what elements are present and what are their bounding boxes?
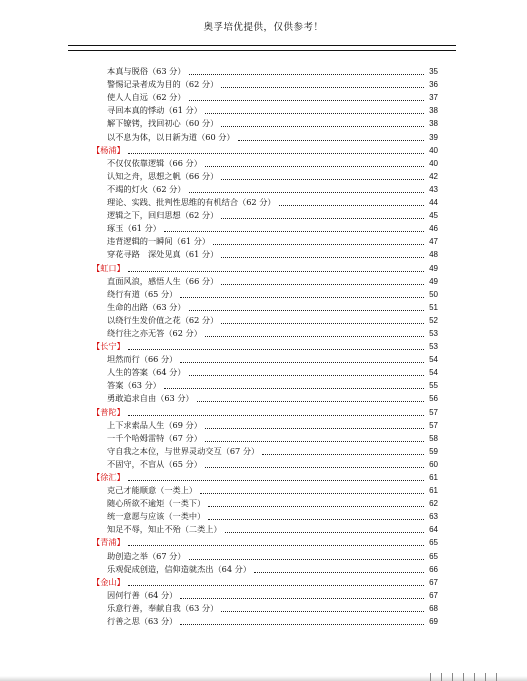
toc-entry-title: 警惕记录者成为目的（62 分）: [107, 79, 219, 90]
toc-entry-title: 逻辑之下，回归思想（62 分）: [107, 210, 219, 221]
toc-page-number: 57: [429, 420, 438, 430]
toc-entry[interactable]: [0, 103, 527, 116]
toc-page-number: 69: [429, 617, 438, 627]
toc-page-number: 51: [429, 302, 438, 312]
toc-entry-title: 以绕行生发价值之花（62 分）: [107, 314, 219, 325]
toc-entry[interactable]: [0, 208, 527, 221]
toc-entry-title: 寻回本真的悸动（61 分）: [107, 105, 202, 116]
toc-entry-title: 勇敢追求自由（63 分）: [107, 393, 194, 404]
toc-leader-dots: [205, 113, 424, 114]
toc-leader-dots: [225, 532, 424, 533]
toc-leader-dots: [180, 297, 424, 298]
toc-page-number: 55: [429, 381, 438, 391]
toc-entry-title: 因何行善（64 分）: [107, 589, 178, 600]
toc-page-number: 38: [429, 106, 438, 116]
toc-entry-title: 一千个哈姆雷特（67 分）: [107, 432, 202, 443]
toc-entry-title: 不仅仅依靠逻辑（66 分）: [107, 157, 202, 168]
toc-entry-title: 知足不辱，知止不殆（二类上）: [107, 524, 222, 535]
toc-page-number: 62: [429, 499, 438, 509]
toc-leader-dots: [208, 506, 424, 507]
toc-entry[interactable]: [0, 391, 527, 404]
toc-entry-title: 生命的出路（63 分）: [107, 301, 186, 312]
toc-entry-title: 穿花寻路 深处见真（61 分）: [107, 249, 219, 260]
toc-leader-dots: [128, 545, 424, 546]
toc-entry-title: 不固守，不盲从（65 分）: [107, 458, 202, 469]
toc-page-number: 61: [429, 486, 438, 496]
toc-page-number: 43: [429, 184, 438, 194]
toc-entry-title: 人生的答案（64 分）: [107, 367, 186, 378]
toc-leader-dots: [221, 323, 424, 324]
toc-page-number: 36: [429, 80, 438, 90]
toc-entry-title: 认知之舟，思想之帆（66 分）: [107, 170, 219, 181]
table-of-contents: [0, 64, 527, 627]
toc-leader-dots: [221, 611, 424, 612]
toc-section-title: 【普陀】: [92, 406, 125, 417]
toc-entry-title: 守自我之本位，与世界灵动交互（67 分）: [107, 445, 260, 456]
toc-entry[interactable]: [0, 326, 527, 339]
toc-leader-dots: [205, 428, 424, 429]
toc-entry-title: 理论、实践、批判性思维的有机结合（62 分）: [107, 197, 276, 208]
toc-leader-dots: [279, 205, 424, 206]
toc-section[interactable]: [0, 575, 527, 588]
toc-page-number: 52: [429, 315, 438, 325]
toc-page-number: 50: [429, 289, 438, 299]
toc-leader-dots: [180, 362, 424, 363]
toc-page-number: 64: [429, 525, 438, 535]
toc-entry-title: 乐意行善，奉献自我（63 分）: [107, 602, 219, 613]
toc-page-number: 49: [429, 263, 438, 273]
toc-leader-dots: [189, 74, 424, 75]
toc-entry[interactable]: [0, 234, 527, 247]
toc-leader-dots: [221, 284, 424, 285]
toc-page-number: 40: [429, 158, 438, 168]
toc-leader-dots: [262, 454, 424, 455]
toc-entry[interactable]: [0, 509, 527, 522]
toc-leader-dots: [238, 140, 424, 141]
toc-section-title: 【杨浦】: [92, 144, 125, 155]
toc-page-number: 39: [429, 132, 438, 142]
toc-section[interactable]: [0, 260, 527, 273]
toc-entry[interactable]: [0, 64, 527, 77]
toc-leader-dots: [254, 572, 424, 573]
toc-page-number: 35: [429, 67, 438, 77]
toc-leader-dots: [164, 231, 424, 232]
header-rule-thin: [68, 50, 456, 51]
toc-leader-dots: [189, 375, 424, 376]
toc-entry[interactable]: [0, 247, 527, 260]
toc-entry[interactable]: [0, 365, 527, 378]
toc-entry[interactable]: [0, 548, 527, 561]
toc-leader-dots: [205, 441, 424, 442]
toc-entry[interactable]: [0, 300, 527, 313]
toc-leader-dots: [205, 467, 424, 468]
toc-page-number: 59: [429, 446, 438, 456]
toc-section-title: 【金山】: [92, 576, 125, 587]
toc-page-number: 53: [429, 328, 438, 338]
toc-leader-dots: [208, 519, 424, 520]
toc-entry-title: 绕行有道（65 分）: [107, 288, 178, 299]
toc-leader-dots: [221, 87, 424, 88]
toc-page-number: 44: [429, 198, 438, 208]
toc-page-number: 54: [429, 355, 438, 365]
toc-entry[interactable]: [0, 129, 527, 142]
toc-page-number: 66: [429, 564, 438, 574]
toc-entry[interactable]: [0, 156, 527, 169]
toc-leader-dots: [180, 624, 424, 625]
toc-leader-dots: [128, 153, 424, 154]
toc-entry[interactable]: [0, 431, 527, 444]
toc-section[interactable]: [0, 470, 527, 483]
toc-entry[interactable]: [0, 614, 527, 627]
toc-leader-dots: [213, 244, 424, 245]
toc-entry[interactable]: [0, 522, 527, 535]
toc-entry[interactable]: [0, 274, 527, 287]
toc-page-number: 60: [429, 459, 438, 469]
toc-entry-title: 助创造之举（67 分）: [107, 550, 186, 561]
toc-leader-dots: [128, 271, 424, 272]
toc-entry[interactable]: [0, 195, 527, 208]
toc-leader-dots: [221, 218, 424, 219]
toc-leader-dots: [221, 257, 424, 258]
toc-entry[interactable]: [0, 169, 527, 182]
toc-leader-dots: [205, 166, 424, 167]
toc-entry-title: 乐观促成创造，信仰造就杰出（64 分）: [107, 563, 252, 574]
toc-page-number: 37: [429, 93, 438, 103]
toc-leader-dots: [128, 415, 424, 416]
toc-page-number: 53: [429, 342, 438, 352]
toc-page-number: 61: [429, 473, 438, 482]
toc-section[interactable]: [0, 535, 527, 548]
toc-page-number: 42: [429, 171, 438, 181]
toc-entry[interactable]: [0, 418, 527, 431]
toc-leader-dots: [164, 388, 424, 389]
toc-page-number: 54: [429, 368, 438, 378]
toc-entry[interactable]: [0, 562, 527, 575]
toc-entry-title: 随心所欲不逾矩（一类下）: [107, 498, 206, 509]
toc-page-number: 67: [429, 577, 438, 587]
toc-entry-title: 直面风浪，感悟人生（66 分）: [107, 275, 219, 286]
toc-leader-dots: [128, 349, 424, 350]
toc-leader-dots: [189, 192, 424, 193]
toc-entry[interactable]: [0, 287, 527, 300]
toc-entry[interactable]: [0, 444, 527, 457]
toc-entry[interactable]: [0, 483, 527, 496]
toc-section-title: 【青浦】: [92, 537, 125, 548]
toc-section-title: 【徐汇】: [92, 472, 125, 482]
toc-page-number: 67: [429, 590, 438, 600]
toc-page-number: 45: [429, 211, 438, 221]
toc-entry[interactable]: [0, 116, 527, 129]
toc-page-number: 68: [429, 603, 438, 613]
toc-leader-dots: [205, 336, 424, 337]
toc-leader-dots: [128, 480, 424, 481]
toc-page-number: 65: [429, 551, 438, 561]
toc-leader-dots: [189, 559, 424, 560]
toc-leader-dots: [221, 179, 424, 180]
toc-section-title: 【虹口】: [92, 262, 125, 273]
toc-entry-title: 琢玉（61 分）: [107, 223, 161, 234]
toc-entry-title: 上下求索品人生（69 分）: [107, 419, 202, 430]
toc-entry-title: 以不息为体，以日新为道（60 分）: [107, 131, 235, 142]
toc-page-number: 47: [429, 237, 438, 247]
toc-entry-title: 克己才能顺意（一类上）: [107, 485, 198, 496]
toc-page-number: 58: [429, 433, 438, 443]
toc-entry-title: 不竭的灯火（62 分）: [107, 183, 186, 194]
toc-leader-dots: [128, 585, 424, 586]
toc-leader-dots: [200, 493, 424, 494]
toc-page-number: 65: [429, 538, 438, 548]
header-rule-thick: [68, 45, 456, 46]
toc-page-number: 49: [429, 276, 438, 286]
toc-page-number: 63: [429, 512, 438, 522]
toc-section[interactable]: [0, 143, 527, 156]
toc-page-number: 56: [429, 394, 438, 404]
toc-entry-title: 行善之思（63 分）: [107, 616, 178, 627]
toc-entry[interactable]: [0, 221, 527, 234]
toc-entry[interactable]: [0, 378, 527, 391]
toc-entry-title: 本真与脱俗（63 分）: [107, 66, 186, 77]
toc-entry-title: 绕行往之亦无答（62 分）: [107, 327, 202, 338]
page-header: 奥孚培优提供，仅供参考！: [203, 22, 324, 33]
toc-entry-title: 坦然而行（66 分）: [107, 354, 178, 365]
toc-section-title: 【长宁】: [92, 341, 125, 352]
toc-entry[interactable]: [0, 90, 527, 103]
toc-entry-title: 答案（63 分）: [107, 380, 161, 391]
toc-page-number: 57: [429, 407, 438, 417]
toc-page-number: 48: [429, 250, 438, 260]
toc-entry-title: 使人人自远（62 分）: [107, 92, 186, 103]
toc-entry[interactable]: [0, 496, 527, 509]
ruler-ticks: [430, 673, 520, 681]
toc-leader-dots: [221, 126, 424, 127]
toc-entry[interactable]: [0, 352, 527, 365]
toc-leader-dots: [197, 401, 424, 402]
toc-page-number: 40: [429, 145, 438, 155]
toc-entry[interactable]: [0, 313, 527, 326]
toc-leader-dots: [189, 100, 424, 101]
toc-entry-title: 解下镣铐，找回初心（60 分）: [107, 118, 219, 129]
toc-section[interactable]: [0, 404, 527, 417]
toc-leader-dots: [180, 598, 424, 599]
toc-page-number: 46: [429, 224, 438, 234]
toc-entry[interactable]: [0, 601, 527, 614]
toc-section[interactable]: [0, 339, 527, 352]
toc-leader-dots: [189, 310, 424, 311]
toc-page-number: 38: [429, 119, 438, 129]
toc-entry[interactable]: [0, 182, 527, 195]
toc-entry[interactable]: [0, 588, 527, 601]
toc-entry-title: 违背逻辑的一瞬间（61 分）: [107, 236, 211, 247]
toc-entry-title: 统一意愿与应该（一类中）: [107, 511, 206, 522]
toc-entry[interactable]: [0, 77, 527, 90]
toc-entry[interactable]: [0, 457, 527, 470]
